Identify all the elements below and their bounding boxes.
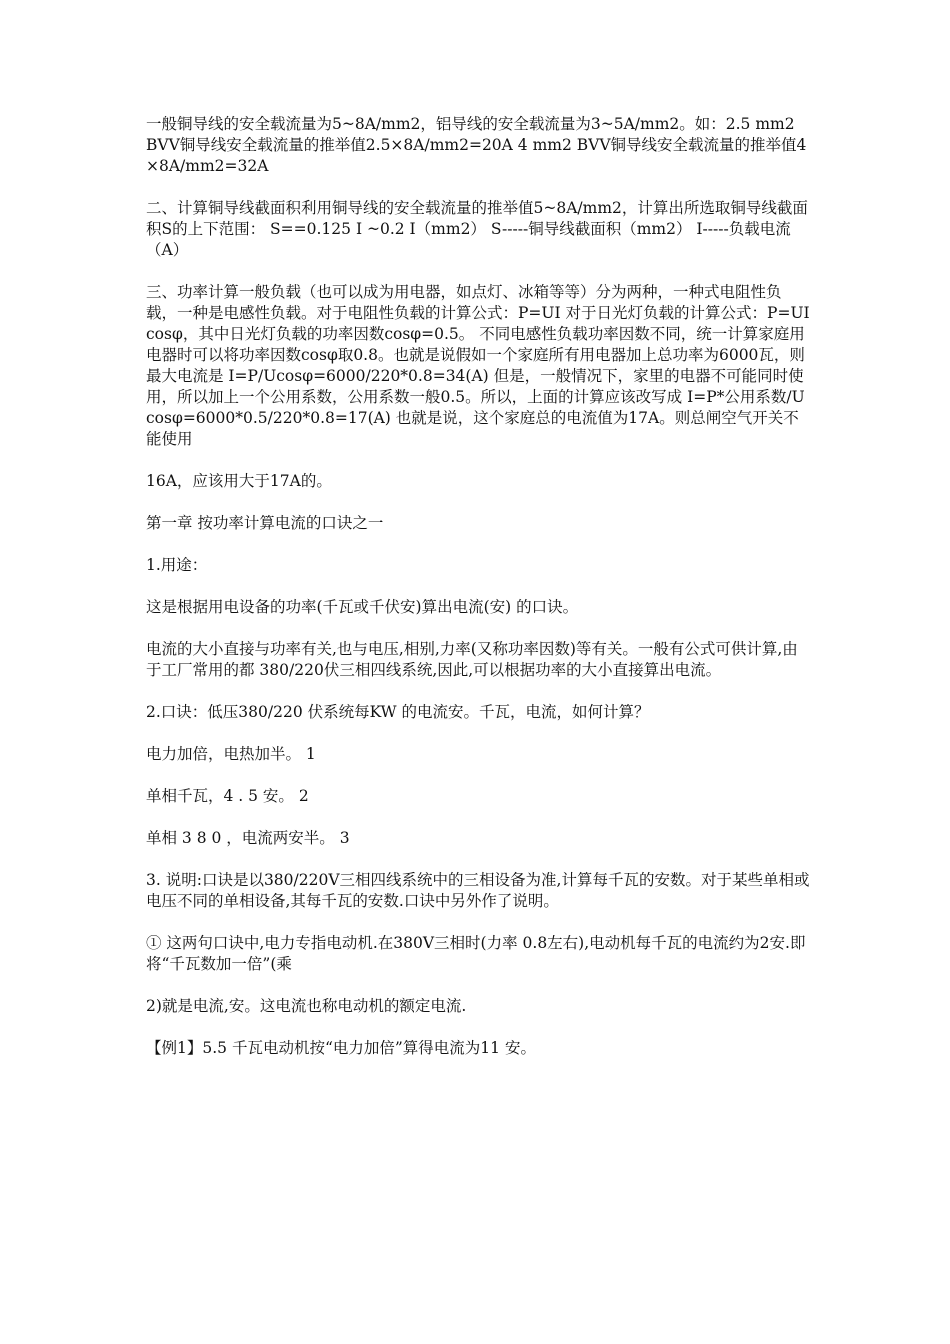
formula-line-2: 单相千瓦，4 . 5 安。 2 bbox=[146, 787, 309, 805]
paragraph-power-calc: 三、功率计算一般负载（也可以成为用电器，如点灯、冰箱等等）分为两种，一种式电阻性负载，一种是电感性负载。对于电阻性负载的计算公式：P=UI 对于日光灯负载的计算公式：P=UIcosφ，其中日光灯负载的功率因数cosφ=0.5。 不同电感性负载功率因数不同，统一计算家庭用电器时可以将功率因数cosφ取0.8。也就是说假如一个家庭所有用电器加上总功率为6000瓦，则最大电流是 I=P/Ucosφ=6000/220*0.8=34(A) 但是，一般情况下，家里的电器不可能同时使用，所以加上一个公用系数，公用系数一般0.5。所以，上面的计算应该改写成 I=P*公用系数/Ucosφ=6000*0.5/220*0.8=17(A) 也就是说，这个家庭总的电流值为17A。则总闸空气开关不能使用 bbox=[146, 283, 810, 448]
paragraph-cross-section-calc: 二、计算铜导线截面积利用铜导线的安全载流量的推举值5~8A/mm2，计算出所选取铜导线截面积S的上下范围： S==0.125 I ~0.2 I（mm2） S-----铜导线截面积（mm2） I-----负载电流（A） bbox=[146, 199, 808, 259]
formula-line-3: 单相 3 8 0 ，电流两安半。 3 bbox=[146, 829, 350, 847]
section-explanation: 3. 说明:口诀是以380/220V三相四线系统中的三相设备为准,计算每千瓦的安数。对于某些单相或电压不同的单相设备,其每千瓦的安数.口诀中另外作了说明。 bbox=[146, 871, 810, 910]
section-formula-heading: 2.口诀：低压380/220 伏系统每KW 的电流安。千瓦，电流，如何计算？ bbox=[146, 703, 650, 721]
paragraph-copper-current-capacity: 一般铜导线的安全载流量为5~8A/mm2，铝导线的安全载流量为3~5A/mm2。如：2.5 mm2 BVV铜导线安全载流量的推举值2.5×8A/mm2=20A 4 mm2 BVV铜导线安全载流量的推举值4×8A/mm2=32A bbox=[146, 115, 807, 175]
paragraph-breaker-note: 16A，应该用大于17A的。 bbox=[146, 472, 332, 490]
formula-line-1: 电力加倍，电热加半。 1 bbox=[146, 745, 316, 763]
paragraph-current-factors: 电流的大小直接与功率有关,也与电压,相别,力率(又称功率因数)等有关。一般有公式可供计算,由于工厂常用的都 380/220伏三相四线系统,因此,可以根据功率的大小直接算出电流。 bbox=[146, 640, 798, 679]
paragraph-note-1: ① 这两句口诀中,电力专指电动机.在380V三相时(力率 0.8左右),电动机每千瓦的电流约为2安.即将“千瓦数加一倍”(乘 bbox=[146, 934, 806, 973]
chapter-title: 第一章 按功率计算电流的口诀之一 bbox=[146, 514, 384, 532]
paragraph-usage: 这是根据用电设备的功率(千瓦或千伏安)算出电流(安) 的口诀。 bbox=[146, 598, 579, 616]
paragraph-example-1: 【例1】5.5 千瓦电动机按“电力加倍”算得电流为11 安。 bbox=[146, 1039, 536, 1057]
paragraph-note-1-continued: 2)就是电流,安。这电流也称电动机的额定电流. bbox=[146, 997, 467, 1015]
section-usage-heading: 1.用途： bbox=[146, 556, 208, 574]
document-body bbox=[146, 114, 810, 1080]
